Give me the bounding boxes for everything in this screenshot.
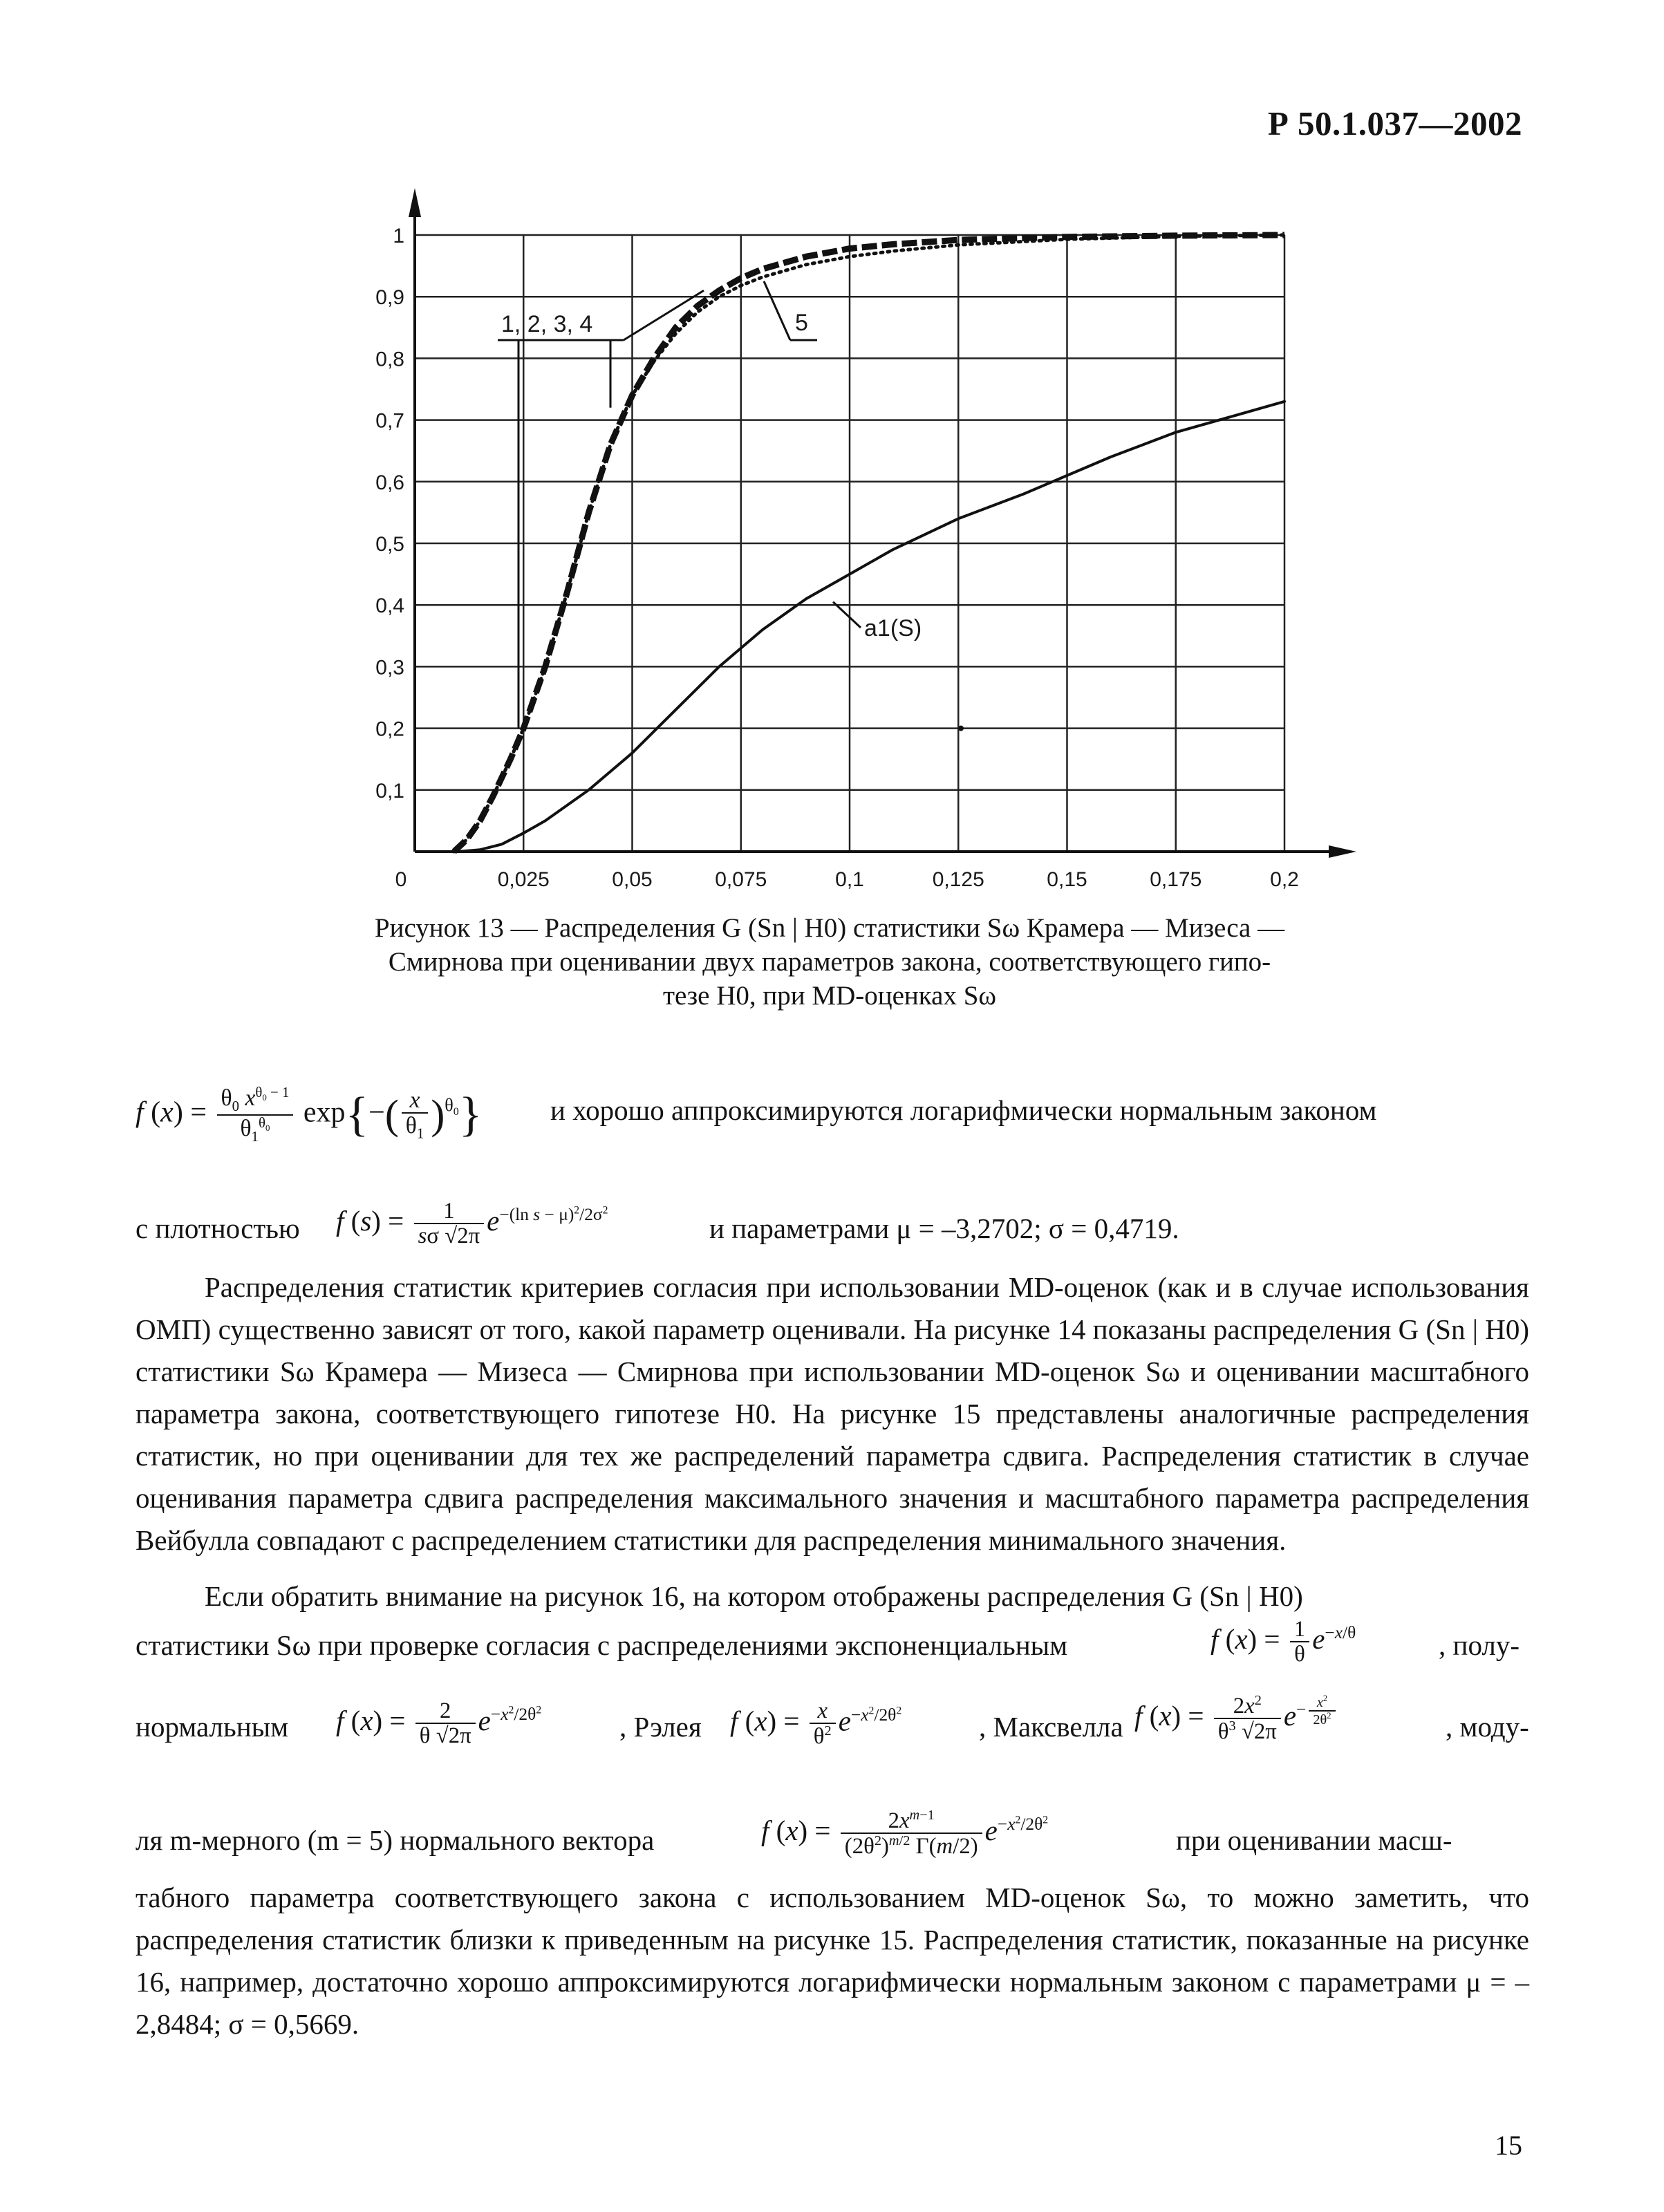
- formula-line-2-head: с плотностью: [135, 1212, 300, 1244]
- y-tick-labels: [375, 225, 404, 803]
- formula-maxwell: f (x) = $\frac{2x^2}{\theta^3 √2\pi}$ $e^{- \frac{x^2}{2\theta^2}}$: [1134, 1694, 1338, 1744]
- line-3-rayleigh-label: , Рэлея: [619, 1711, 702, 1743]
- y-tick-label: 0,6: [375, 471, 404, 494]
- formula-line-1-tail: и хорошо аппроксимируются логарифмически нормальным законом: [550, 1094, 1377, 1126]
- y-tick-label: 0,8: [375, 348, 404, 371]
- line-4-label: ля m-мерного (m = 5) нормального вектора: [135, 1824, 655, 1856]
- line-3-halfnormal-label: нормальным: [135, 1711, 289, 1743]
- formula-halfnormal: f (x) = $\frac{2}{\theta √2\pi}$ $e^{-x^2/2\theta^2}$: [336, 1698, 542, 1749]
- y-tick-label: 0,9: [375, 286, 404, 310]
- line-3-maxwell-label: , Максвелла: [979, 1711, 1123, 1743]
- y-tick-label: 1: [393, 225, 404, 247]
- line-4-tail: при оценивании масш-: [1176, 1824, 1452, 1856]
- paragraph-1: Распределения статистик критериев согласия при использовании MD-оценок (как и в случае использования ОМП) существенно зависят от того, какой параметр оценивали. На рисунке 14 показаны распределения G (Sn | H0) статистики Sω Крамера — Мизеса — Смирнова при использовании MD-оценок Sω и оценивании масштабного параметра закона, соответствующего гипотезе H0. На рисунке 15 представлены аналогичные распределения статистик, но при оценивании для тех же распределений параметра сдвига. Распределения статистик в случае оценивания параметра сдвига распределения максимального значения и масштабного параметра распределения Вейбулла совпадают с распределением статистики для распределения минимального значения.: [135, 1271, 1529, 1556]
- paragraph-2-line-2-text: статистики Sω при проверке согласия с распределениями экспоненциальным: [135, 1629, 1068, 1661]
- formula-weibull-line: [135, 1078, 1529, 1154]
- formula-rayleigh: f (x) = $\frac{x}{\theta^2}$ $e^{-x^2/2\theta^2}$: [730, 1698, 902, 1750]
- formula-line-4: [135, 1804, 1529, 1873]
- formula-exponential: f (x) = $\frac{1}{\theta}$ $e^{-x/\theta}$: [1210, 1617, 1356, 1667]
- y-axis-arrow: [409, 188, 421, 217]
- distribution-chart: [0, 0, 1664, 899]
- marker-point: [958, 726, 964, 731]
- paragraph-3: табного параметра соответствующего закона с использованием MD-оценок Sω, то можно заметить, что распределения статистик близки к приведенным на рисунке 15. Распределения статистик, показанные на рисунке 16, например, достаточно хорошо аппроксимируются логарифмически нормальным законом с параметрами μ = –2,8484; σ = 0,5669.: [135, 1882, 1529, 2040]
- x-tick-label: 0,15: [1047, 868, 1087, 891]
- y-tick-label: 0,4: [375, 594, 404, 618]
- line-3-tail: , моду-: [1446, 1711, 1529, 1743]
- y-tick-label: 0,7: [375, 409, 404, 433]
- formula-line-2-tail: и параметрами μ = –3,2702; σ = 0,4719.: [709, 1212, 1179, 1244]
- x-tick-label: 0,075: [715, 868, 767, 891]
- paragraph-2-line-1: Если обратить внимание на рисунок 16, на котором отображены распределения G (Sn | H0): [205, 1580, 1303, 1612]
- x-tick-label: 0: [395, 868, 407, 891]
- x-tick-label: 0,175: [1150, 868, 1202, 891]
- caption-line-1: Рисунок 13 — Распределения G (Sn | H0) статистики Sω Крамера — Мизеса —: [374, 913, 1285, 943]
- caption-line-3: тезе H0, при MD-оценках Sω: [662, 981, 997, 1011]
- page-number: 15: [1495, 2130, 1522, 2161]
- label-curve-a1: a1(S): [864, 615, 922, 641]
- paragraph-2-line-2-tail: , полу-: [1439, 1629, 1520, 1661]
- x-tick-label: 0,025: [497, 868, 550, 891]
- x-tick-labels: [395, 868, 1299, 891]
- x-axis-arrow: [1329, 845, 1356, 858]
- leader-5: [764, 281, 790, 340]
- formula-chi-m: f (x) = $\frac{2x^{m-1}}{(2\theta^2)^{m/2} \Gamma(m/2)}$ $e^{-x^2/2\theta^2}$: [761, 1808, 1049, 1859]
- y-tick-label: 0,5: [375, 533, 404, 556]
- formula-lognormal-line: [135, 1199, 1529, 1262]
- caption-line-2: Смирнова при оценивании двух параметров закона, соответствующего гипо-: [388, 947, 1271, 977]
- y-tick-label: 0,1: [375, 779, 404, 803]
- formula-line-3: [135, 1687, 1529, 1763]
- x-tick-label: 0,2: [1270, 868, 1299, 891]
- curve-labels: [498, 281, 922, 729]
- label-curves-1-4: 1, 2, 3, 4: [501, 311, 593, 337]
- paragraph-2-line-2: [135, 1618, 1529, 1673]
- figure-caption: [304, 911, 1355, 1013]
- label-curve-5: 5: [795, 310, 808, 336]
- y-tick-label: 0,3: [375, 656, 404, 679]
- chart-axes: [409, 188, 1356, 858]
- y-tick-label: 0,2: [375, 718, 404, 741]
- x-tick-label: 0,05: [612, 868, 653, 891]
- document-code: Р 50.1.037—2002: [1267, 104, 1522, 142]
- x-tick-label: 0,125: [932, 868, 984, 891]
- x-tick-label: 0,1: [835, 868, 864, 891]
- formula-lognormal: f (s) = $\frac{1}{s\sigma √2\pi}$ $e^{-(ln s - \mu)^2/2\sigma^2}$: [336, 1199, 608, 1249]
- formula-weibull: f (x) = $\frac{\theta_0 x^{\theta_0 - 1}}{\theta_1^{\theta_0}}$ exp{−( $\frac{x}{\theta_1}$ )$^{\theta_0}$}: [135, 1084, 483, 1145]
